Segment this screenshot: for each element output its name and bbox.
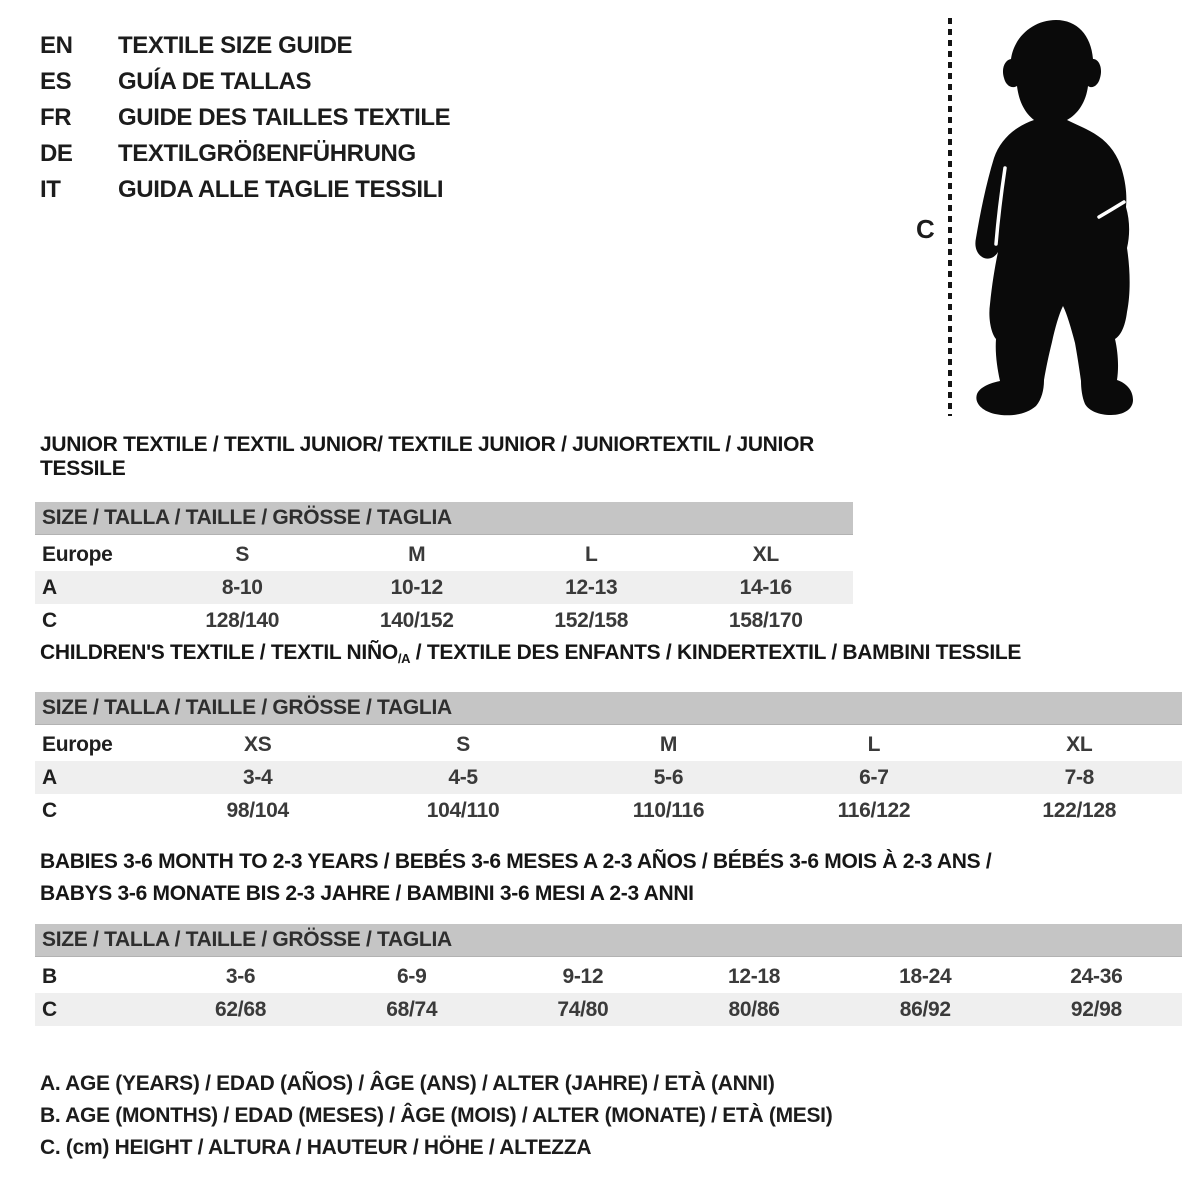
height-measure-label: C <box>916 214 935 244</box>
section-children <box>35 641 1182 827</box>
section-babies <box>35 846 1182 1026</box>
height-cell: 68/74 <box>386 997 438 1021</box>
size-header-label: SIZE / TALLA / TAILLE / GRÖSSE / TAGLIA <box>42 506 452 529</box>
language-code: DE <box>40 140 73 167</box>
language-label: GUIDE DES TAILLES TEXTILE <box>118 104 451 131</box>
language-code: IT <box>40 176 61 203</box>
language-label: TEXTILE SIZE GUIDE <box>118 32 353 59</box>
age-cell: 24-36 <box>1070 964 1123 988</box>
title-text: / TEXTILE DES ENFANTS / KINDERTEXTIL / BAMBINI TESSILE <box>410 641 1022 664</box>
table-row-age-months <box>35 960 1182 993</box>
table-row-height-cm <box>35 794 1182 827</box>
size-cell: XL <box>752 542 779 566</box>
height-cell: 74/80 <box>557 997 609 1021</box>
size-cell: XS <box>243 732 272 756</box>
section-children-table <box>35 728 1182 827</box>
section-babies-title <box>40 846 1182 910</box>
language-code: ES <box>40 68 72 95</box>
language-label: TEXTILGRÖßENFÜHRUNG <box>118 140 416 167</box>
table-row-europe <box>35 538 853 571</box>
title-line-1: BABIES 3-6 MONTH TO 2-3 YEARS / BEBÉS 3-6 MESES A 2-3 AÑOS / BÉBÉS 3-6 MOIS À 2-3 ANS / <box>40 850 992 873</box>
table-row-age-years <box>35 571 853 604</box>
size-cell: L <box>867 732 881 756</box>
language-code: EN <box>40 32 73 59</box>
size-cell: M <box>408 542 426 566</box>
title-subscript: /A <box>397 651 411 666</box>
legend-line-a: A. AGE (YEARS) / EDAD (AÑOS) / ÂGE (ANS) / ALTER (JAHRE) / ETÀ (ANNI) <box>40 1072 775 1095</box>
row-label: Europe <box>42 732 113 756</box>
height-cell: 116/122 <box>837 798 911 822</box>
section-children-title <box>40 641 1182 671</box>
height-cell: 140/152 <box>379 608 454 632</box>
section-babies-table <box>35 960 1182 1026</box>
title-line-2: BABYS 3-6 MONATE BIS 2-3 JAHRE / BAMBINI 3-6 MESI A 2-3 ANNI <box>40 882 694 905</box>
height-cell: 128/140 <box>205 608 280 632</box>
table-row-height-cm <box>35 604 853 637</box>
size-cell: M <box>659 732 678 756</box>
age-cell: 12-18 <box>727 964 781 988</box>
section-junior-size-header-bar <box>35 502 853 535</box>
size-cell: S <box>456 732 470 756</box>
size-cell: S <box>235 542 250 566</box>
age-cell: 8-10 <box>221 575 263 599</box>
row-label: A <box>42 765 57 789</box>
age-cell: 9-12 <box>562 964 604 988</box>
height-cell: 122/128 <box>1042 798 1117 822</box>
table-row-europe <box>35 728 1182 761</box>
legend <box>40 1068 832 1164</box>
height-cell: 86/92 <box>899 997 951 1021</box>
size-header-label: SIZE / TALLA / TAILLE / GRÖSSE / TAGLIA <box>42 928 452 951</box>
age-cell: 18-24 <box>899 964 952 988</box>
height-cell: 158/170 <box>728 608 803 632</box>
height-cell: 80/86 <box>728 997 780 1021</box>
row-label: Europe <box>42 542 113 566</box>
language-list <box>40 28 450 208</box>
row-label: C <box>42 608 57 632</box>
language-label: GUIDA ALLE TAGLIE TESSILI <box>118 176 444 203</box>
title-text: CHILDREN'S TEXTILE / TEXTIL NIÑO <box>40 641 398 664</box>
table-row-height-cm <box>35 993 1182 1026</box>
age-cell: 4-5 <box>448 765 478 789</box>
legend-line-c: C. (cm) HEIGHT / ALTURA / HAUTEUR / HÖHE / ALTEZZA <box>40 1136 592 1159</box>
section-junior-table <box>35 538 853 637</box>
language-code: FR <box>40 104 72 131</box>
section-babies-size-header-bar <box>35 924 1182 957</box>
height-measure-dashed-line <box>948 18 952 416</box>
section-children-size-header-bar <box>35 692 1182 725</box>
language-row-es <box>40 64 450 100</box>
height-cell: 98/104 <box>226 798 289 822</box>
age-cell: 3-4 <box>242 765 273 789</box>
section-junior <box>35 433 853 637</box>
age-cell: 7-8 <box>1064 765 1095 789</box>
age-cell: 14-16 <box>739 575 792 599</box>
language-label: GUÍA DE TALLAS <box>118 68 312 95</box>
height-cell: 104/110 <box>426 798 500 822</box>
size-header-label: SIZE / TALLA / TAILLE / GRÖSSE / TAGLIA <box>42 696 452 719</box>
section-junior-title: JUNIOR TEXTILE / TEXTIL JUNIOR/ TEXTILE JUNIOR / JUNIORTEXTIL / JUNIOR TESSILE <box>40 433 814 480</box>
age-cell: 10-12 <box>390 575 443 599</box>
legend-line-b: B. AGE (MONTHS) / EDAD (MESES) / ÂGE (MOIS) / ALTER (MONATE) / ETÀ (MESI) <box>40 1104 833 1127</box>
size-cell: XL <box>1066 732 1093 756</box>
language-row-fr <box>40 100 450 136</box>
age-cell: 6-9 <box>397 964 427 988</box>
height-cell: 92/98 <box>1070 997 1122 1021</box>
height-cell: 62/68 <box>215 997 267 1021</box>
language-row-en <box>40 28 450 64</box>
language-row-it <box>40 172 450 208</box>
age-cell: 12-13 <box>565 575 618 599</box>
row-label: A <box>42 575 57 599</box>
row-label: C <box>42 997 57 1021</box>
size-cell: L <box>584 542 598 566</box>
language-row-de <box>40 136 450 172</box>
age-cell: 5-6 <box>653 765 684 789</box>
toddler-silhouette-icon <box>964 16 1138 420</box>
table-row-age-years <box>35 761 1182 794</box>
row-label: C <box>42 798 57 822</box>
row-label: B <box>42 964 57 988</box>
age-cell: 6-7 <box>859 765 889 789</box>
height-cell: 152/158 <box>554 608 629 632</box>
height-cell: 110/116 <box>632 798 705 822</box>
age-cell: 3-6 <box>225 964 256 988</box>
